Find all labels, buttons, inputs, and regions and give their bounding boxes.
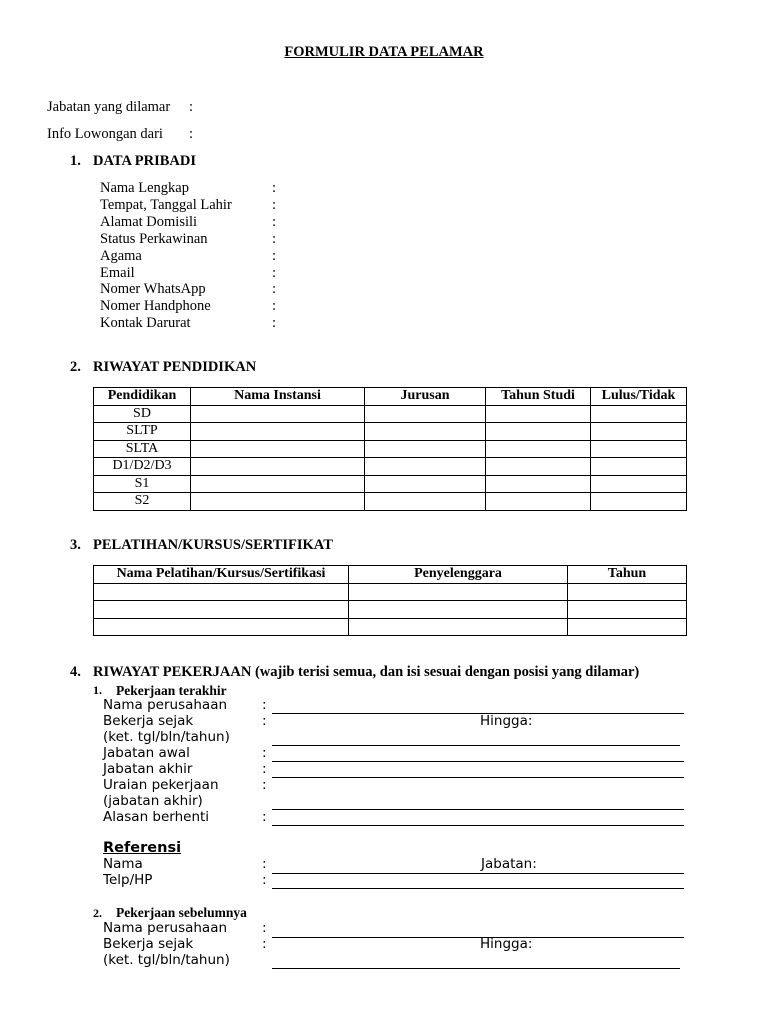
section3-number: 3. bbox=[70, 537, 81, 553]
job1-referensi-heading: Referensi bbox=[103, 840, 182, 856]
personal-field-label: Nomer Handphone bbox=[100, 298, 211, 314]
job1-bekerja-sejak-line[interactable] bbox=[272, 745, 680, 746]
section1-number: 1. bbox=[70, 153, 81, 169]
job1-jabatan-awal-label: Jabatan awal bbox=[103, 745, 190, 761]
job1-bekerja-sejak-label: Bekerja sejak bbox=[103, 713, 194, 729]
table-cell[interactable] bbox=[365, 458, 486, 476]
job2-nama-perusahaan-line[interactable] bbox=[272, 937, 684, 938]
personal-field-colon: : bbox=[272, 248, 277, 264]
table-cell[interactable] bbox=[568, 583, 687, 601]
job1-jabatan-akhir-line[interactable] bbox=[272, 777, 684, 778]
education-header-row bbox=[94, 388, 687, 406]
table-cell[interactable] bbox=[591, 423, 687, 441]
table-cell[interactable] bbox=[591, 493, 687, 511]
table-cell[interactable] bbox=[365, 440, 486, 458]
education-level-cell: D1/D2/D3 bbox=[94, 458, 191, 476]
education-level-cell: SLTP bbox=[94, 423, 191, 441]
table-cell[interactable] bbox=[486, 405, 591, 423]
job1-title: Pekerjaan terakhir bbox=[116, 683, 227, 698]
personal-field-label: Kontak Darurat bbox=[100, 315, 191, 331]
table-cell[interactable] bbox=[591, 405, 687, 423]
education-level-cell: S2 bbox=[94, 493, 191, 511]
table-row bbox=[94, 475, 687, 493]
table-row bbox=[94, 583, 687, 601]
personal-field-label: Nama Lengkap bbox=[100, 180, 189, 196]
job1-colon: : bbox=[262, 856, 267, 872]
personal-field-colon: : bbox=[272, 315, 277, 331]
personal-field-label: Email bbox=[100, 265, 135, 281]
section4-number: 4. bbox=[70, 664, 81, 680]
personal-field-colon: : bbox=[272, 231, 277, 247]
job1-colon: : bbox=[262, 713, 267, 729]
job1-ref-nama-line[interactable] bbox=[272, 873, 684, 874]
table-cell[interactable] bbox=[591, 458, 687, 476]
job1-ref-jabatan-label: Jabatan: bbox=[481, 856, 537, 872]
job1-colon: : bbox=[262, 809, 267, 825]
job2-ket-tgl-label: (ket. tgl/bln/tahun) bbox=[103, 952, 230, 968]
table-row bbox=[94, 601, 687, 619]
personal-field-colon: : bbox=[272, 197, 277, 213]
table-cell[interactable] bbox=[486, 475, 591, 493]
table-cell[interactable] bbox=[94, 618, 349, 636]
job1-ref-telp-label: Telp/HP bbox=[103, 872, 153, 888]
job1-alasan-line[interactable] bbox=[272, 825, 684, 826]
job1-colon: : bbox=[262, 872, 267, 888]
education-col-jurusan: Jurusan bbox=[365, 388, 486, 406]
job1-uraian-label-2: (jabatan akhir) bbox=[103, 793, 203, 809]
job2-colon: : bbox=[262, 936, 267, 952]
section1-title: DATA PRIBADI bbox=[93, 153, 196, 169]
section3-title: PELATIHAN/KURSUS/SERTIFIKAT bbox=[93, 537, 333, 553]
job2-nama-perusahaan-label: Nama perusahaan bbox=[103, 920, 228, 936]
table-cell[interactable] bbox=[486, 440, 591, 458]
jabatan-dilamar-label: Jabatan yang dilamar bbox=[47, 99, 171, 115]
personal-field-colon: : bbox=[272, 265, 277, 281]
job1-nama-perusahaan-label: Nama perusahaan bbox=[103, 697, 228, 713]
job1-colon: : bbox=[262, 697, 267, 713]
job1-uraian-line[interactable] bbox=[272, 809, 684, 810]
training-col-nama: Nama Pelatihan/Kursus/Sertifikasi bbox=[94, 566, 349, 584]
info-lowongan-colon: : bbox=[189, 126, 194, 142]
job2-colon: : bbox=[262, 920, 267, 936]
table-cell[interactable] bbox=[191, 405, 365, 423]
table-row bbox=[94, 405, 687, 423]
table-cell[interactable] bbox=[365, 423, 486, 441]
job1-ref-nama-label: Nama bbox=[103, 856, 143, 872]
training-col-penyelenggara: Penyelenggara bbox=[349, 566, 568, 584]
table-cell[interactable] bbox=[349, 583, 568, 601]
section2-title: RIWAYAT PENDIDIKAN bbox=[93, 359, 257, 375]
job1-jabatan-awal-line[interactable] bbox=[272, 761, 684, 762]
table-row bbox=[94, 423, 687, 441]
education-table bbox=[93, 387, 687, 511]
table-cell[interactable] bbox=[94, 583, 349, 601]
job2-number: 2. bbox=[93, 906, 102, 920]
education-level-cell: SLTA bbox=[94, 440, 191, 458]
job2-bekerja-sejak-line[interactable] bbox=[272, 968, 680, 969]
table-cell[interactable] bbox=[365, 405, 486, 423]
table-cell[interactable] bbox=[365, 493, 486, 511]
table-cell[interactable] bbox=[191, 440, 365, 458]
education-col-pendidikan: Pendidikan bbox=[94, 388, 191, 406]
table-cell[interactable] bbox=[94, 601, 349, 619]
education-level-cell: S1 bbox=[94, 475, 191, 493]
personal-field-colon: : bbox=[272, 180, 277, 196]
personal-field-colon: : bbox=[272, 281, 277, 297]
job1-alasan-label: Alasan berhenti bbox=[103, 809, 210, 825]
job2-hingga-label: Hingga: bbox=[480, 936, 533, 952]
table-row bbox=[94, 440, 687, 458]
table-cell[interactable] bbox=[486, 458, 591, 476]
job1-colon: : bbox=[262, 777, 267, 793]
table-cell[interactable] bbox=[191, 493, 365, 511]
training-table bbox=[93, 565, 687, 636]
personal-field-label: Tempat, Tanggal Lahir bbox=[100, 197, 232, 213]
personal-field-label: Alamat Domisili bbox=[100, 214, 198, 230]
job1-ref-telp-line[interactable] bbox=[272, 888, 684, 889]
table-cell[interactable] bbox=[349, 618, 568, 636]
personal-field-colon: : bbox=[272, 298, 277, 314]
job2-bekerja-sejak-label: Bekerja sejak bbox=[103, 936, 194, 952]
training-col-tahun: Tahun bbox=[568, 566, 687, 584]
personal-field-label: Agama bbox=[100, 248, 142, 264]
training-header-row bbox=[94, 566, 687, 584]
table-cell[interactable] bbox=[568, 618, 687, 636]
job1-number: 1. bbox=[93, 683, 102, 697]
section2-number: 2. bbox=[70, 359, 81, 375]
job1-colon: : bbox=[262, 761, 267, 777]
table-cell[interactable] bbox=[486, 423, 591, 441]
education-col-tahun-studi: Tahun Studi bbox=[486, 388, 591, 406]
page-title: FORMULIR DATA PELAMAR bbox=[284, 44, 484, 60]
table-cell[interactable] bbox=[191, 475, 365, 493]
personal-field-colon: : bbox=[272, 214, 277, 230]
info-lowongan-label: Info Lowongan dari bbox=[47, 126, 163, 142]
education-level-cell: SD bbox=[94, 405, 191, 423]
table-cell[interactable] bbox=[191, 458, 365, 476]
job1-uraian-label: Uraian pekerjaan bbox=[103, 777, 219, 793]
table-cell[interactable] bbox=[591, 475, 687, 493]
jabatan-dilamar-colon: : bbox=[189, 99, 194, 115]
table-cell[interactable] bbox=[568, 601, 687, 619]
personal-field-label: Status Perkawinan bbox=[100, 231, 208, 247]
table-cell[interactable] bbox=[591, 440, 687, 458]
job1-hingga-label: Hingga: bbox=[480, 713, 533, 729]
education-col-lulus: Lulus/Tidak bbox=[591, 388, 687, 406]
table-cell[interactable] bbox=[365, 475, 486, 493]
job1-jabatan-akhir-label: Jabatan akhir bbox=[103, 761, 193, 777]
table-cell[interactable] bbox=[191, 423, 365, 441]
table-row bbox=[94, 458, 687, 476]
job1-colon: : bbox=[262, 745, 267, 761]
table-row bbox=[94, 493, 687, 511]
table-cell[interactable] bbox=[486, 493, 591, 511]
job2-title: Pekerjaan sebelumnya bbox=[116, 905, 247, 920]
personal-field-label: Nomer WhatsApp bbox=[100, 281, 206, 297]
table-row bbox=[94, 618, 687, 636]
section4-title: RIWAYAT PEKERJAAN (wajib terisi semua, dan isi sesuai dengan posisi yang dilamar) bbox=[93, 664, 640, 680]
job1-nama-perusahaan-line[interactable] bbox=[272, 713, 684, 714]
education-col-nama-instansi: Nama Instansi bbox=[191, 388, 365, 406]
table-cell[interactable] bbox=[349, 601, 568, 619]
job1-ket-tgl-label: (ket. tgl/bln/tahun) bbox=[103, 729, 230, 745]
